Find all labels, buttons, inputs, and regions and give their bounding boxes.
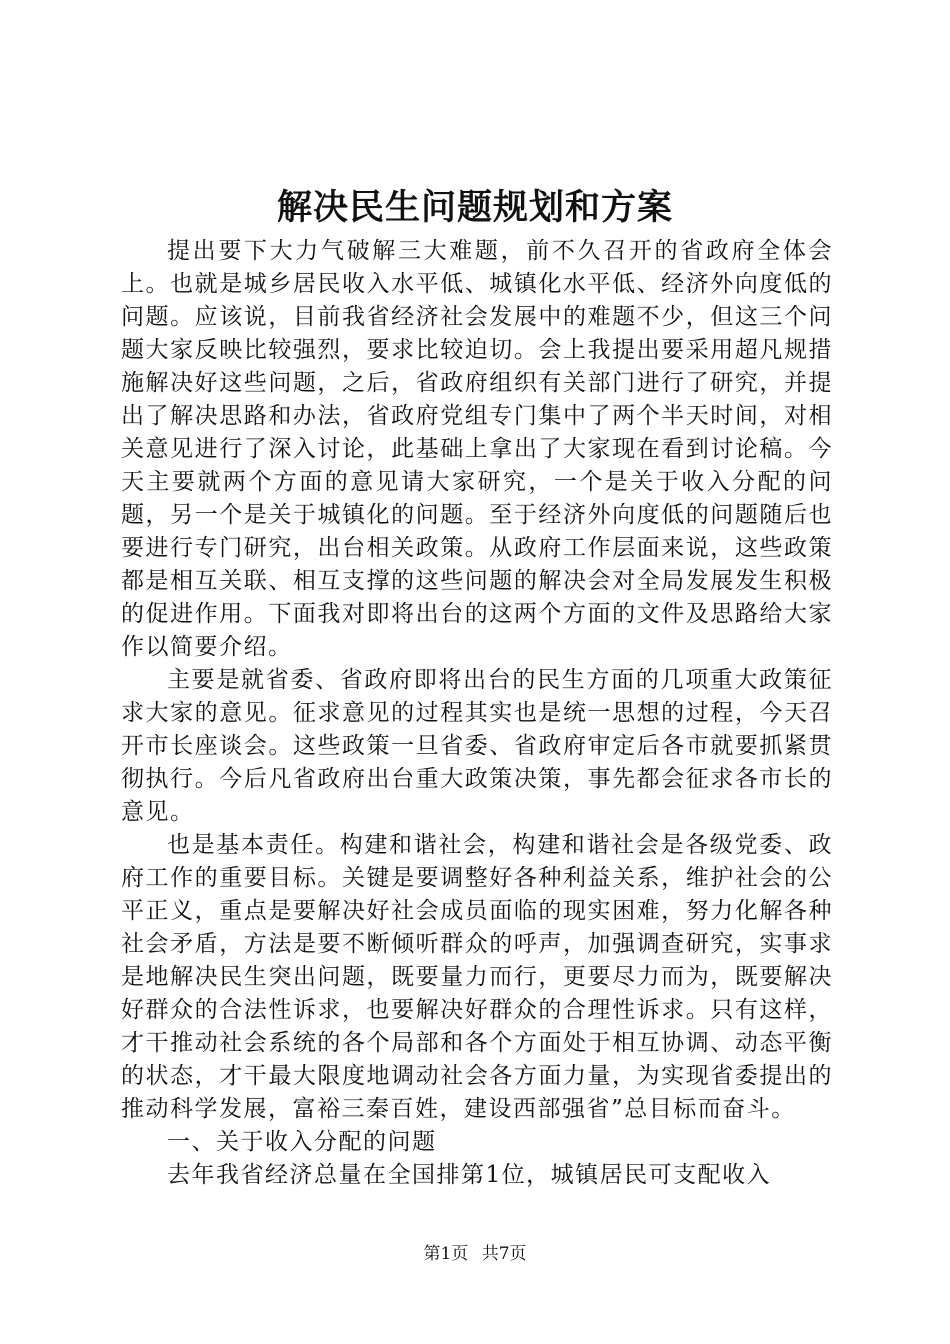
page-number: 第1页	[423, 1244, 469, 1264]
paragraph-1: 提出要下大力气破解三大难题，前不久召开的省政府全体会上。也就是城乡居民收入水平低、城镇化水平低、经济外向度低的问题。应该说，目前我省经济社会发展中的难题不少，但这三个问题大家反映比较强烈，要求比较迫切。会上我提出要采用超凡规措施解决好这些问题，之后，省政府组织有关部门进行了研究，并提出了解决思路和办法，省政府党组专门集中了两个半天时间，对相关意见进行了深入讨论，此基础上拿出了大家现在看到讨论稿。今天主要就两个方面的意见请大家研究，一个是关于收入分配的问题，另一个是关于城镇化的问题。至于经济外向度低的问题随后也要进行专门研究，出台相关政策。从政府工作层面来说，这些政策都是相互关联、相互支撑的这些问题的解决会对全局发展发生积极的促进作用。下面我对即将出台的这两个方面的文件及思路给大家作以简要介绍。	[121, 238, 833, 660]
paragraph-3: 也是基本责任。构建和谐社会，构建和谐社会是各级党委、政府工作的重要目标。关键是要调整好各种利益关系，维护社会的公平正义，重点是要解决好社会成员面临的现实困难，努力化解各种社会矛盾，方法是要不断倾听群众的呼声，加强调查研究，实事求是地解决民生突出问题，既要量力而行，更要尽力而为，既要解决好群众的合法性诉求，也要解决好群众的合理性诉求。只有这样，才干推动社会系统的各个局部和各个方面处于相互协调、动态平衡的状态，才干最大限度地调动社会各方面力量，为实现省委提出的推动科学发展，富裕三秦百姓，建设西部强省”总目标而奋斗。	[121, 832, 833, 1122]
page-total: 共7页	[481, 1244, 527, 1264]
section-heading: 一、关于收入分配的问题	[167, 1129, 437, 1155]
page-footer	[0, 1242, 950, 1266]
paragraph-4: 去年我省经济总量在全国排第1位，城镇居民可支配收入	[167, 1162, 772, 1188]
document-body	[121, 235, 833, 1192]
document-title: 解决民生问题规划和方案	[276, 187, 673, 228]
paragraph-2: 主要是就省委、省政府即将出台的民生方面的几项重大政策征求大家的意见。征求意见的过程其实也是统一思想的过程，今天召开市长座谈会。这些政策一旦省委、省政府审定后各市就要抓紧贯彻执行。今后凡省政府出台重大政策决策，事先都会征求各市长的意见。	[121, 667, 833, 825]
